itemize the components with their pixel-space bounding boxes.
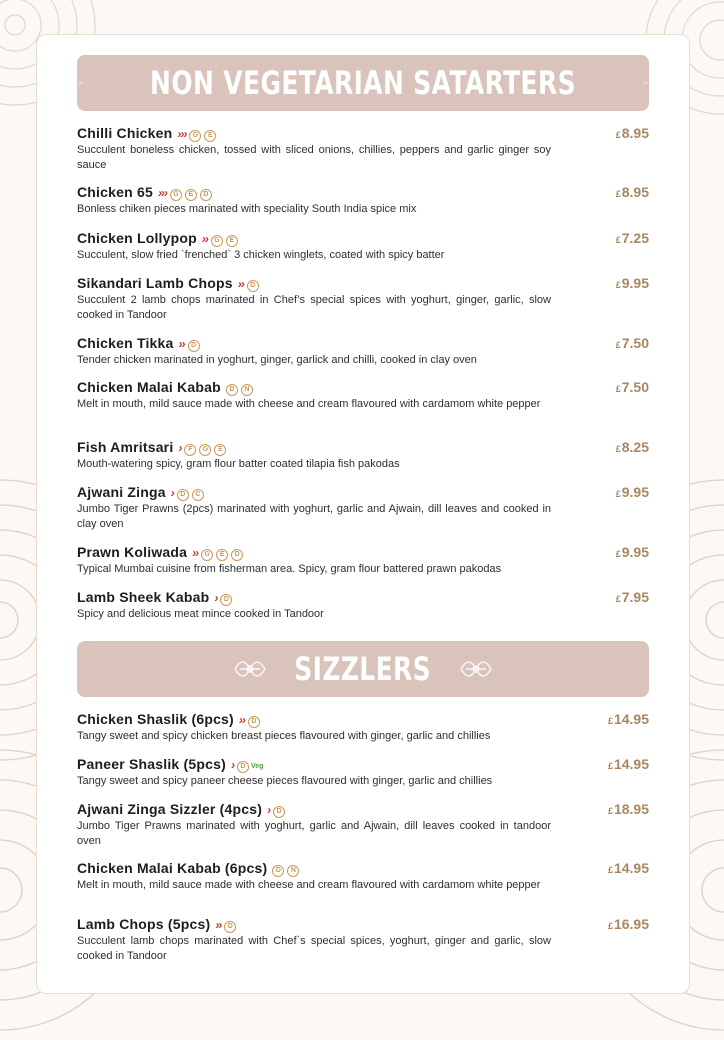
menu-item [77, 229, 649, 263]
item-price: £9.95 [615, 484, 649, 500]
chilli-icon: ››› [177, 127, 187, 141]
allergen-badge: E [204, 130, 216, 142]
menu-item [77, 800, 649, 849]
item-name: Paneer Shaslik (5pcs) [77, 756, 226, 772]
veg-tag: Veg [250, 763, 264, 770]
item-price: £18.95 [607, 801, 649, 817]
ornament-left-icon [231, 652, 269, 686]
menu-item [77, 710, 649, 744]
menu-item [77, 755, 649, 789]
allergen-badge: D [188, 340, 200, 352]
ornament-right-icon [457, 652, 495, 686]
item-name: Fish Amritsari [77, 439, 174, 455]
allergen-badge: D [248, 716, 260, 728]
item-description: Melt in mouth, mild sauce made with cheese and cream flavoured with cardamom white pepper [77, 879, 541, 891]
menu-item [77, 183, 649, 217]
item-description: Jumbo Tiger Prawns (2pcs) marinated with yoghurt, garlic and Ajwain, dill leaves and cooked in clay oven [77, 503, 551, 530]
allergen-badge: D [247, 280, 259, 292]
item-name: Prawn Koliwada [77, 544, 188, 560]
item-description: Spicy and delicious meat mince cooked in Tandoor [77, 608, 324, 620]
chilli-icon: ›› [178, 337, 185, 351]
item-name: Chicken Malai Kabab (6pcs) [77, 860, 268, 876]
item-name: Ajwani Zinga Sizzler (4pcs) [77, 801, 263, 817]
chilli-icon: › [178, 441, 182, 455]
menu-card [36, 34, 690, 994]
item-name: Chilli Chicken [77, 125, 173, 141]
chilli-icon: ›› [192, 546, 199, 560]
item-price: £9.95 [615, 275, 649, 291]
chilli-icon: ›› [237, 277, 244, 291]
item-price: £7.50 [615, 379, 649, 395]
chilli-icon: ››› [157, 186, 167, 200]
section-banner-non-vegetarian-starters [77, 55, 649, 111]
item-name: Lamb Chops (5pcs) [77, 916, 211, 932]
item-price: £7.25 [615, 230, 649, 246]
chilli-icon: › [170, 486, 174, 500]
menu-item [77, 378, 649, 412]
allergen-badge: N [241, 384, 253, 396]
item-name: Lamb Sheek Kabab [77, 589, 210, 605]
allergen-badge: G [189, 130, 201, 142]
menu-item [77, 334, 649, 368]
section-title: SIZZLERS [294, 650, 432, 688]
allergen-badge: D [272, 865, 284, 877]
allergen-badge: G [170, 189, 182, 201]
ornament-left-icon [77, 66, 84, 100]
allergen-badge: E [216, 549, 228, 561]
menu-item [77, 588, 649, 622]
item-price: £14.95 [607, 860, 649, 876]
item-name: Chicken Lollypop [77, 230, 197, 246]
allergen-badge: D [273, 806, 285, 818]
chilli-icon: › [230, 758, 234, 772]
item-price: £8.95 [615, 184, 649, 200]
allergen-badge: D [226, 384, 238, 396]
allergen-badge: D [177, 489, 189, 501]
item-price: £14.95 [607, 711, 649, 727]
item-description: Succulent lamb chops marinated with Chef`s special spices, yoghurt, ginger and garlic, slow cooked in Tandoor [77, 935, 551, 962]
allergen-badge: C [192, 489, 204, 501]
item-description: Succulent boneless chicken, tossed with sliced onions, chillies, peppers and garlic ginger soy sauce [77, 144, 551, 171]
item-description: Tender chicken marinated in yoghurt, ginger, garlick and chilli, cooked in clay oven [77, 354, 477, 366]
item-description: Succulent 2 lamb chops marinated in Chef’s special spices with yoghurt, ginger, garlic, slow cooked in Tandoor [77, 294, 551, 321]
allergen-badge: G [199, 444, 211, 456]
item-price: £8.25 [615, 439, 649, 455]
item-name: Ajwani Zinga [77, 484, 166, 500]
chilli-icon: ›› [201, 232, 208, 246]
allergen-badge: D [200, 189, 212, 201]
chilli-icon: ›› [215, 918, 222, 932]
item-description: Tangy sweet and spicy chicken breast pieces flavoured with ginger, garlic and chillies [77, 730, 491, 742]
allergen-badge: N [287, 865, 299, 877]
menu-item [77, 274, 649, 323]
menu-item [77, 543, 649, 577]
allergen-badge: G [201, 549, 213, 561]
item-name: Sikandari Lamb Chops [77, 275, 233, 291]
item-description: Succulent, slow fried `frenched` 3 chicken winglets, coated with spicy batter [77, 249, 445, 261]
allergen-badge: E [226, 235, 238, 247]
allergen-badge: D [237, 761, 249, 773]
item-price: £7.50 [615, 335, 649, 351]
allergen-badge: E [214, 444, 226, 456]
item-price: £8.95 [615, 125, 649, 141]
item-name: Chicken 65 [77, 184, 153, 200]
item-price: £9.95 [615, 544, 649, 560]
allergen-badge: D [220, 594, 232, 606]
menu-item [77, 483, 649, 532]
item-name: Chicken Malai Kabab [77, 379, 221, 395]
item-description: Bonless chiken pieces marinated with speciality South India spice mix [77, 203, 417, 215]
menu-item [77, 124, 649, 173]
allergen-badge: E [185, 189, 197, 201]
item-name: Chicken Shaslik (6pcs) [77, 711, 234, 727]
item-description: Mouth-watering spicy, gram flour batter coated tilapia fish pakodas [77, 458, 400, 470]
chilli-icon: ›› [238, 713, 245, 727]
item-price: £16.95 [607, 916, 649, 932]
allergen-badge: F [184, 444, 196, 456]
chilli-icon: › [267, 803, 271, 817]
section-title: NON VEGETARIAN SATARTERS [150, 64, 576, 102]
ornament-right-icon [642, 66, 649, 100]
item-description: Jumbo Tiger Prawns marinated with yoghurt, garlic and Ajwain, dill leaves cooked in tandoor oven [77, 820, 551, 847]
section-banner-sizzlers [77, 641, 649, 697]
item-price: £7.95 [615, 589, 649, 605]
item-description: Tangy sweet and spicy paneer cheese pieces flavoured with ginger, garlic and chillies [77, 775, 493, 787]
allergen-badge: D [224, 921, 236, 933]
menu-item [77, 915, 649, 964]
allergen-badge: G [211, 235, 223, 247]
chilli-icon: › [214, 591, 218, 605]
menu-item [77, 859, 649, 893]
item-description: Melt in mouth, mild sauce made with cheese and cream flavoured with cardamom white pepper [77, 398, 541, 410]
allergen-badge: D [231, 549, 243, 561]
item-name: Chicken Tikka [77, 335, 174, 351]
item-description: Typical Mumbai cuisine from fisherman area. Spicy, gram flour battered prawn pakodas [77, 563, 502, 575]
menu-item [77, 438, 649, 472]
item-price: £14.95 [607, 756, 649, 772]
